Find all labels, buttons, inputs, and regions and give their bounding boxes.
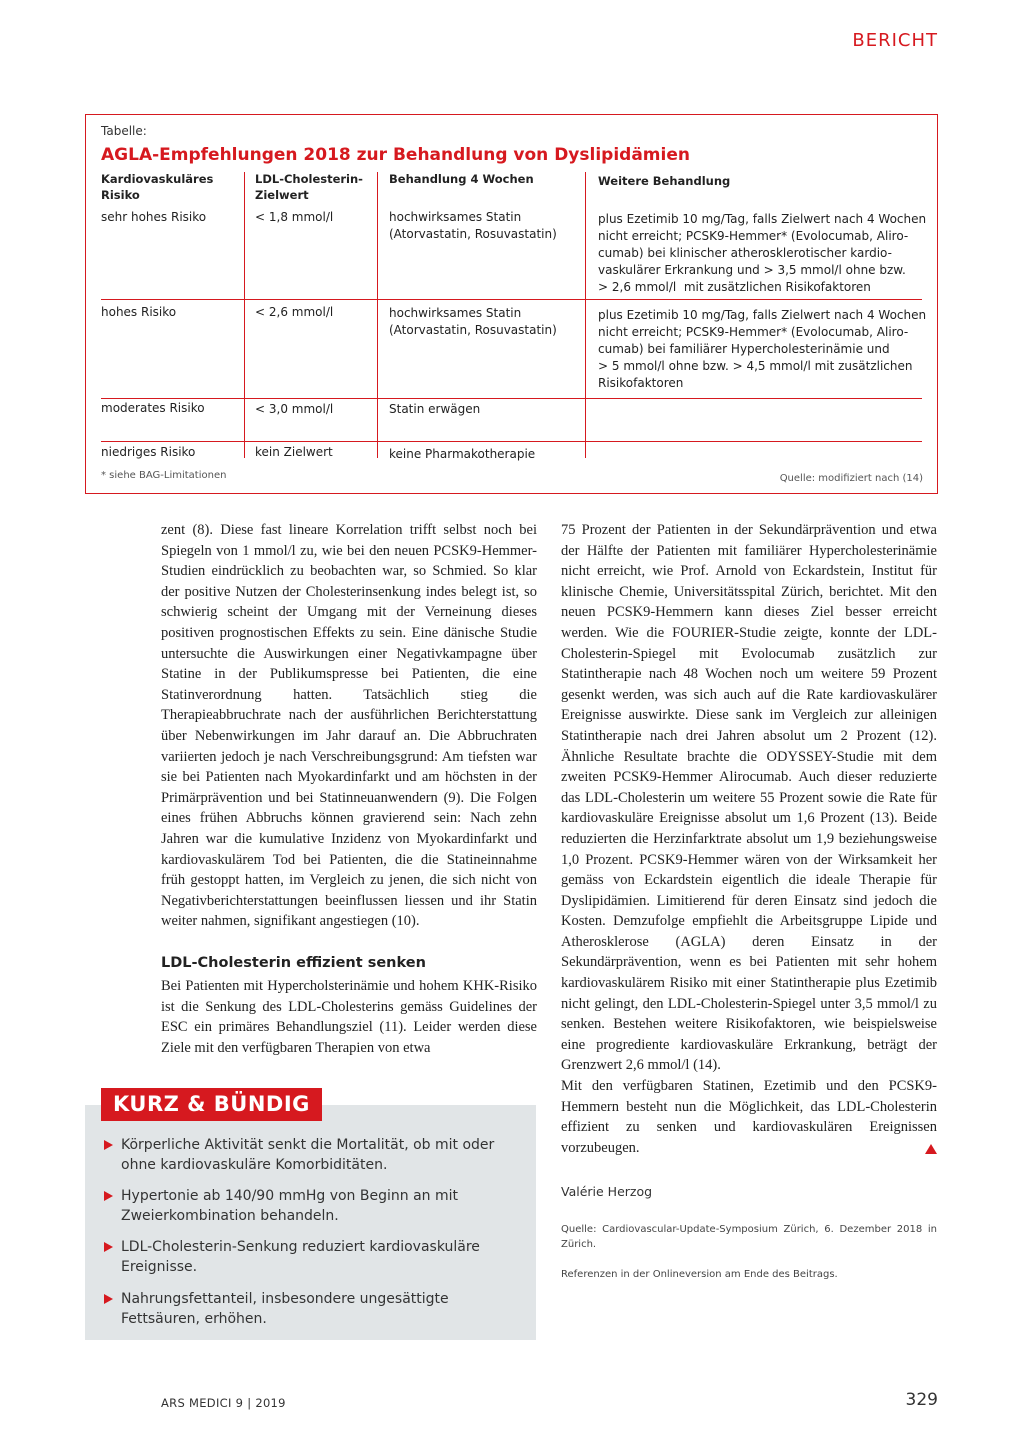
bullet-triangle-icon xyxy=(104,1294,113,1304)
bullet-triangle-icon xyxy=(104,1140,113,1150)
header-further-treatment: Weitere Behandlung xyxy=(598,174,731,188)
table-cell: sehr hohes Risiko xyxy=(101,210,207,224)
summary-bullet xyxy=(104,1289,514,1329)
column-divider xyxy=(244,172,245,458)
article-author: Valérie Herzog xyxy=(561,1184,653,1199)
table-cell: < 2,6 mmol/l xyxy=(255,305,334,319)
article-subheading: LDL-Cholesterin effizient senken xyxy=(161,955,426,971)
bullet-triangle-icon xyxy=(104,1191,113,1201)
header-target: LDL-Cholesterin- Zielwert xyxy=(255,172,363,202)
article-paragraph: Mit den verfügbaren Statinen, Ezetimib und den PCSK9-Hemmern besteht nun die Möglichkeit, das LDL-Cholesterin effizient zu senken und kardiovaskulären Ereignissen vorzubeugen. xyxy=(561,1078,937,1156)
article-paragraph: 75 Prozent der Patienten in der Sekundärprävention und etwa der Hälfte der Patienten mit familiärer Hypercholesterinämie nicht erreicht, wie Prof. Arnold von Eckardstein, Institut für klinische Chemie, Universitätsspital Zürich, berichtet. Mit den neuen PCSK9-Hemmern kann dieses Ziel besser erreicht werden. Wie die FOURIER-Studie zeigte, konnte der LDL-Cholesterin-Spiegel mit Evolocumab zusätzlich zur Statintherapie nach 48 Wochen noch um weitere 59 Prozent gesenkt werden, was sich auch auf die Rate kardiovaskulärer Ereignisse auswirkte. Diese sank im Vergleich zur alleinigen Statintherapie nach drei Jahren absolut um 2 Prozent (12). Ähnliche Resultate brachte die ODYSSEY-Studie mit dem zweiten PCSK9-Hemmer Alirocumab. Auch dieser reduzierte das LDL-Cholesterin um weitere 55 Prozent sowie die Rate für kardiovaskuläre Ereignisse absolut um 1,6 Prozent (13). Beide reduzierten die Herzinfarktrate absolut um 1,9 beziehungsweise 1,0 Prozent. PCSK9-Hemmer wären von der Wirksamkeit her gemäss von Eckardstein eigentlich die ideale Therapie für Dyslipidämien. Limitierend für deren Einsatz sind jedoch die Kosten. Demzufolge empfiehlt die Arbeitsgruppe Lipide und Atherosklerose (AGLA) deren Einsatz in der Sekundärprävention, wenn es bei Patienten mit sehr hohem kardiovaskulärem Risiko mit einer Statintherapie plus Ezetimib nicht gelingt, den LDL-Cholesterin-Spiegel unter 3,5 mmol/l zu senken. Bestehen weitere Risikofaktoren, wie beispielsweise eine progrediente kardiovaskuläre Erkrankung, beträgt der Grenzwert 2,6 mmol/l (14). xyxy=(561,522,937,1074)
bullet-triangle-icon xyxy=(104,1242,113,1252)
table-cell: niedriges Risiko xyxy=(101,445,196,459)
summary-bullet-text: Nahrungsfettanteil, insbesondere ungesättigte Fettsäuren, erhöhen. xyxy=(121,1291,449,1327)
page-number: 329 xyxy=(905,1390,938,1410)
article-paragraph: Bei Patienten mit Hypercholsterinämie und hohem KHK-Risiko ist die Senkung des LDL-Cholesterins gemäss Guidelines der ESC ein primäres Behandlungsziel (11). Leider werden diese Ziele mit den verfügbaren Therapien von etwa xyxy=(161,978,537,1056)
table-cell: moderates Risiko xyxy=(101,401,205,415)
table-cell: keine Pharmakotherapie xyxy=(389,447,536,461)
table-title: AGLA-Empfehlungen 2018 zur Behandlung von Dyslipidämien xyxy=(101,145,690,165)
table-footnote: * siehe BAG-Limitationen xyxy=(101,470,227,481)
summary-bullet xyxy=(104,1186,514,1226)
section-tag: BERICHT xyxy=(852,30,938,51)
table-cell: kein Zielwert xyxy=(255,445,333,459)
summary-bullet-text: Körperliche Aktivität senkt die Mortalität, ob mit oder ohne kardiovaskuläre Komorbiditäten. xyxy=(121,1137,495,1173)
summary-label: KURZ & BÜNDIG xyxy=(101,1088,322,1121)
article-paragraph: zent (8). Diese fast lineare Korrelation trifft selbst noch bei Spiegeln von 1 mmol/l zu, wie bei den neuen PCSK9-Hemmer-Studien eindrücklich zu beobachten war, so Schmied. So klar der positive Nutzen der Cholesterinsenkung indes belegt ist, so schwierig scheint der Umgang mit der Verneinung dieses positiven prognostischen Effekts zu sein. Eine dänische Studie untersuchte die Auswirkungen einer Negativkampagne über Statine in der Publikumspresse bei Patienten, die eine Statinverordnung hatten. Tatsächlich stieg die Therapieabbruchrate nach der ausführlichen Berichterstattung über Nebenwirkungen im Jahr darauf an. Die Abbruchraten variierten jedoch je nach Verschreibungsgrund: Am tiefsten war sie bei Patienten nach Myokardinfarkt und am höchsten in der Primärprävention und bei Statinneuanwendern (9). Die Folgen eines frühen Abbruchs können gravierend sein: Nach zehn Jahren war die kumulative Inzidenz von Myokardinfarkt und kardiovaskulärem Tod bei Patienten, die die Statineinnahme früh gestoppt hatten, im Vergleich zu jenen, die sich nicht von Negativberichterstattungen beeinflussen liessen und ihr Statin weiter nahmen, signifikant angestiegen (10). xyxy=(161,522,537,930)
table-source: Quelle: modifiziert nach (14) xyxy=(779,473,923,484)
table-cell: hochwirksames Statin (Atorvastatin, Rosuvastatin) xyxy=(389,306,557,337)
column-divider xyxy=(585,172,586,458)
table-caption: Tabelle: xyxy=(101,124,147,138)
table-cell: plus Ezetimib 10 mg/Tag, falls Zielwert nach 4 Wochen nicht erreicht; PCSK9-Hemmer* (Evolocumab, Aliro- cumab) bei familiärer Hypercholesterinämie und > 5 mmol/l ohne bzw. > 4,5 mmol/l mit zusätzlichen Risikofaktoren xyxy=(598,308,927,390)
table-cell: Statin erwägen xyxy=(389,402,481,416)
table-cell: plus Ezetimib 10 mg/Tag, falls Zielwert nach 4 Wochen nicht erreicht; PCSK9-Hemmer* (Evolocumab, Aliro- cumab) bei klinischer atherosklerotischer kardio- vaskulärer Erkrankung und > 3,5 mmol/l ohne bzw. > 2,6 mmol/l mit zusätzlichen Risikofaktoren xyxy=(598,212,927,294)
summary-bullet xyxy=(104,1237,514,1277)
summary-bullet-text: LDL-Cholesterin-Senkung reduziert kardiovaskuläre Ereignisse. xyxy=(121,1239,480,1275)
table-cell: < 3,0 mmol/l xyxy=(255,402,334,416)
row-divider xyxy=(101,398,922,399)
row-divider xyxy=(101,299,922,300)
article-references-note: Referenzen in der Onlineversion am Ende des Beitrags. xyxy=(561,1269,838,1280)
summary-bullet-text: Hypertonie ab 140/90 mmHg von Beginn an mit Zweierkombination behandeln. xyxy=(121,1188,458,1224)
header-risk: Kardiovaskuläres Risiko xyxy=(101,172,214,202)
row-divider xyxy=(101,441,922,442)
table-cell: hohes Risiko xyxy=(101,305,177,319)
footer-journal: ARS MEDICI 9 | 2019 xyxy=(161,1396,286,1410)
summary-bullet xyxy=(104,1135,514,1175)
column-divider xyxy=(377,172,378,458)
article-source-note: Quelle: Cardiovascular-Update-Symposium Zürich, 6. Dezember 2018 in Zürich. xyxy=(561,1224,937,1250)
article-right-column xyxy=(561,520,937,1158)
header-treatment-4-weeks: Behandlung 4 Wochen xyxy=(389,172,534,186)
table-cell: hochwirksames Statin (Atorvastatin, Rosuvastatin) xyxy=(389,210,557,241)
table-cell: < 1,8 mmol/l xyxy=(255,210,334,224)
end-of-article-triangle-icon xyxy=(925,1144,937,1154)
